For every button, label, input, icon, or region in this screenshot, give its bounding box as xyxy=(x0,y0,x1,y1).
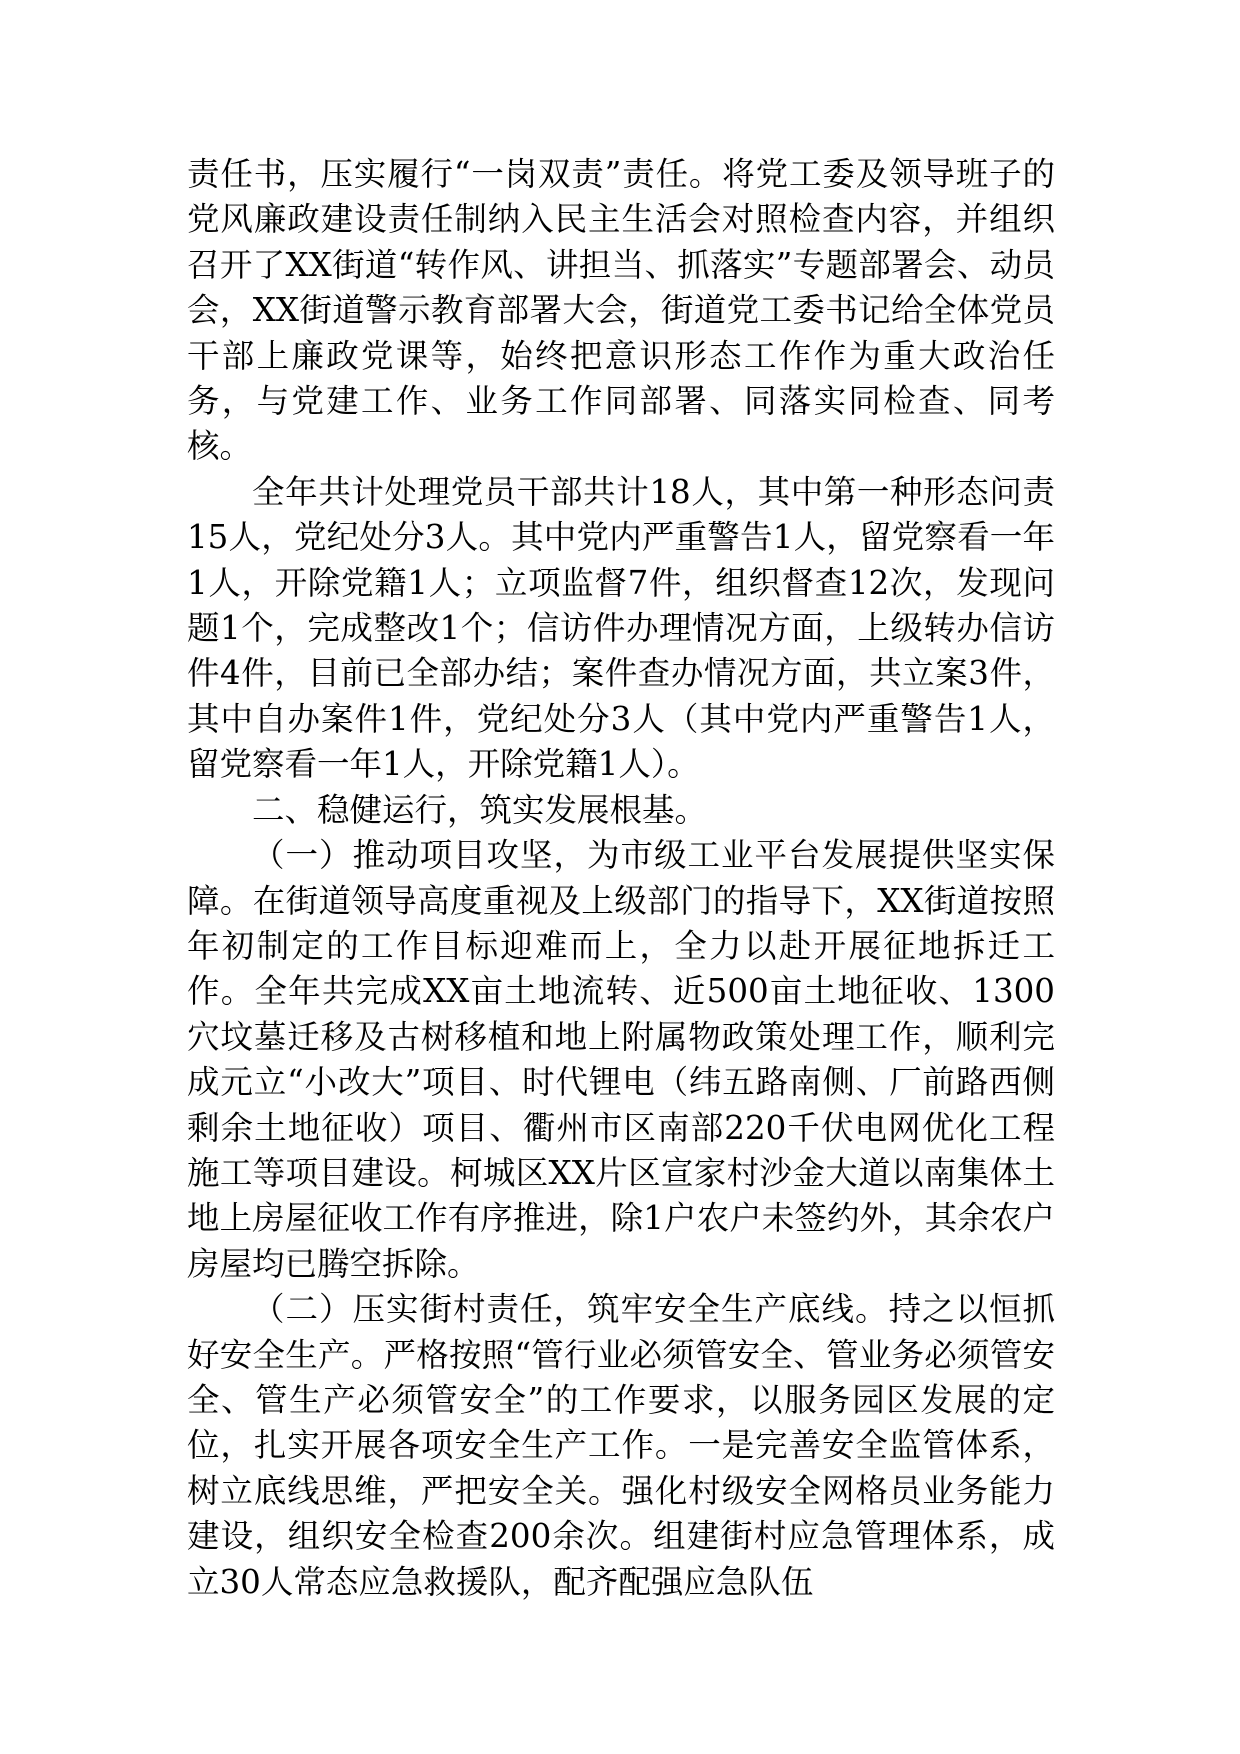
paragraph-4: （二）压实街村责任，筑牢安全生产底线。持之以恒抓好安全生产。严格按照“管行业必须管安全、管业务必须管安全、管生产必须管安全”的工作要求，以服务园区发展的定位，扎实开展各项安全生产工作。一是完善安全监管体系，树立底线思维，严把安全关。强化村级安全网格员业务能力建设，组织安全检查200余次。组建街村应急管理体系，成立30人常态应急救援队，配齐配强应急队伍 xyxy=(187,1290,1055,1601)
document-body xyxy=(187,152,1055,1605)
paragraph-1: 责任书，压实履行“一岗双责”责任。将党工委及领导班子的党风廉政建设责任制纳入民主生活会对照检查内容，并组织召开了XX街道“转作风、讲担当、抓落实”专题部署会、动员会，XX街道警示教育部署大会，街道党工委书记给全体党员干部上廉政党课等，始终把意识形态工作作为重大政治任务，与党建工作、业务工作同部署、同落实同检查、同考核。 xyxy=(187,155,1055,466)
paragraph-2: 全年共计处理党员干部共计18人，其中第一种形态问责15人，党纪处分3人。其中党内严重警告1人，留党察看一年1人，开除党籍1人；立项监督7件，组织督查12次，发现问题1个，完成整改1个；信访件办理情况方面，上级转办信访件4件，目前已全部办结；案件查办情况方面，共立案3件，其中自办案件1件，党纪处分3人（其中党内严重警告1人，留党察看一年1人，开除党籍1人）。 xyxy=(187,472,1055,784)
paragraph-3: （一）推动项目攻坚，为市级工业平台发展提供坚实保障。在街道领导高度重视及上级部门的指导下，XX街道按照年初制定的工作目标迎难而上，全力以赴开展征地拆迁工作。全年共完成XX亩土地流转、近500亩土地征收、1300穴坟墓迁移及古树移植和地上附属物政策处理工作，顺利完成元立“小改大”项目、时代锂电（纬五路南侧、厂前路西侧剩余土地征收）项目、衢州市区南部220千伏电网优化工程施工等项目建设。柯城区XX片区宣家村沙金大道以南集体土地上房屋征收工作有序推进，除1户农户未签约外，其余农户房屋均已腾空拆除。 xyxy=(187,836,1055,1283)
section-heading: 二、稳健运行，筑实发展根基。 xyxy=(252,790,708,829)
